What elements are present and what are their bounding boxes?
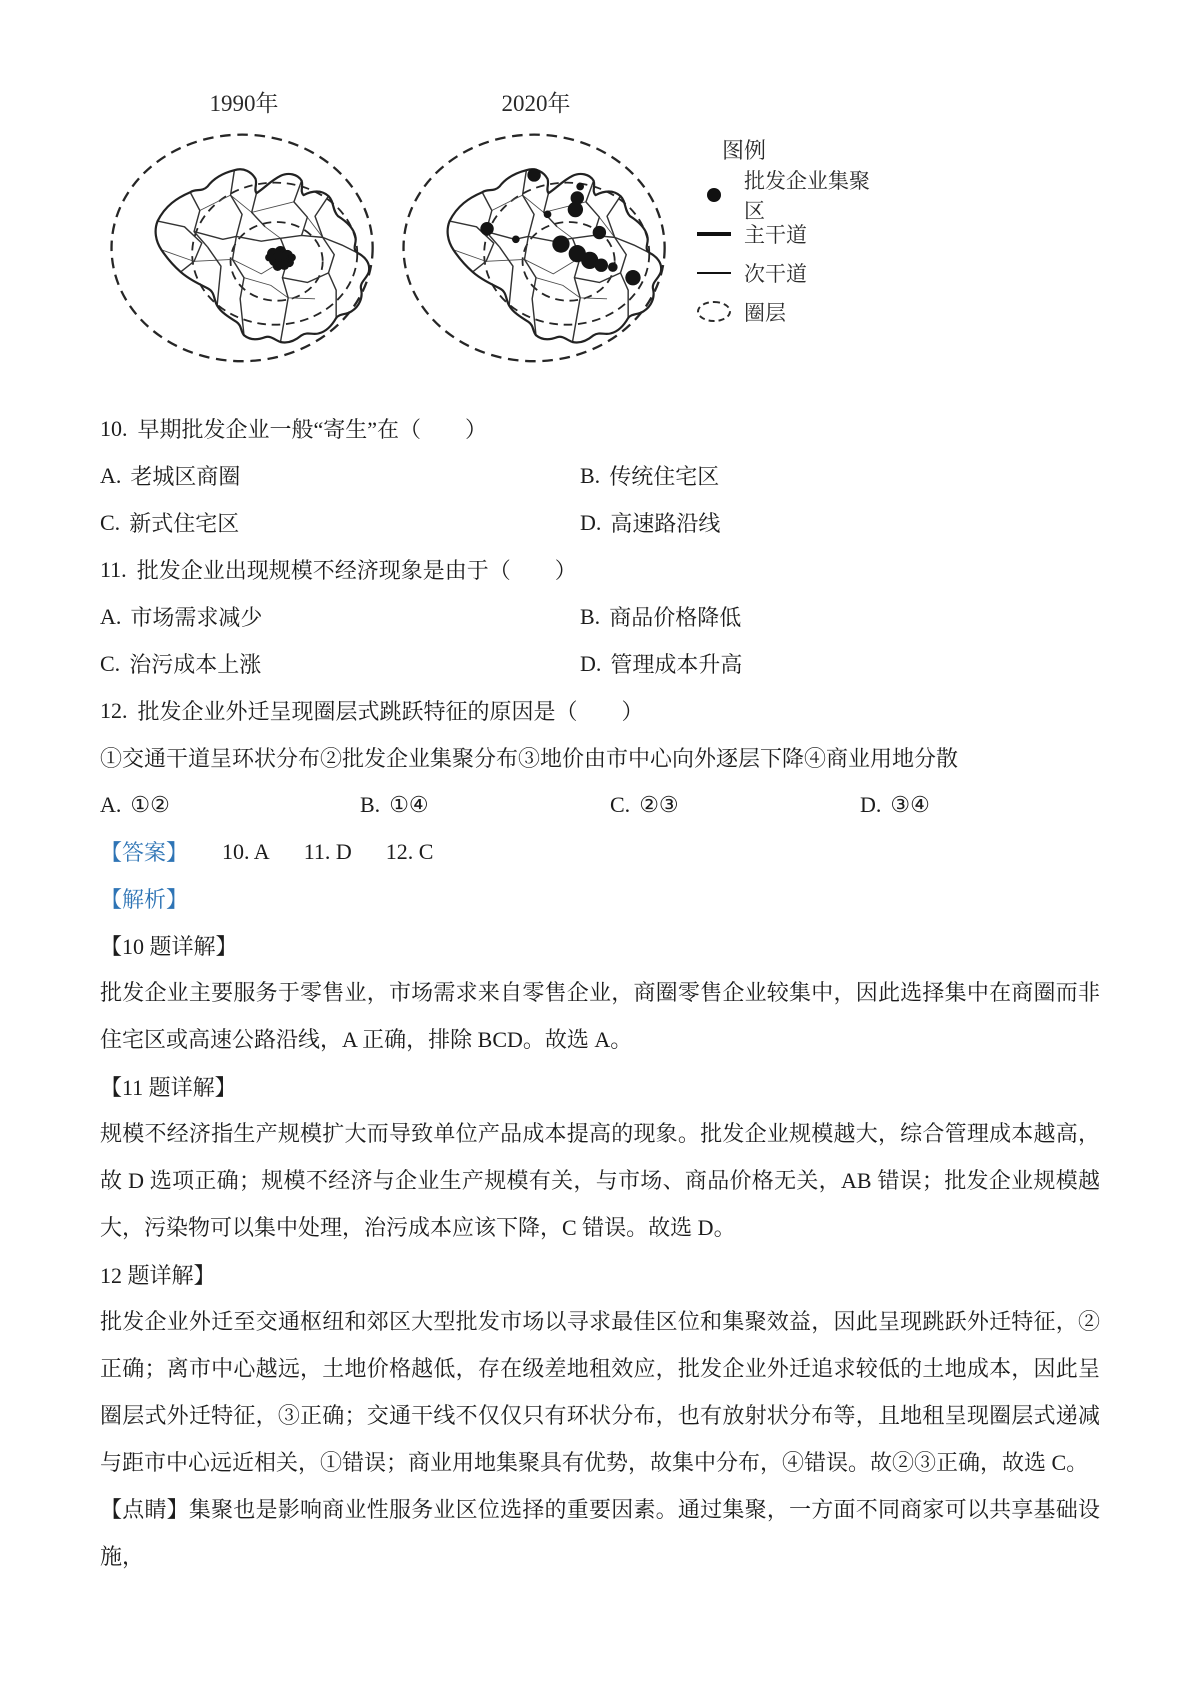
answer-line bbox=[100, 828, 1100, 875]
question-11-stem bbox=[100, 546, 1100, 593]
question-12-option-a: A. ①② bbox=[100, 791, 170, 817]
legend-item-label: 主干道 bbox=[744, 222, 807, 247]
figure-row bbox=[100, 88, 878, 368]
cluster-dot bbox=[527, 168, 540, 181]
tip-body: 集聚也是影响商业性服务业区位选择的重要因素。通过集聚，一方面不同商家可以共享基础设施， bbox=[100, 1497, 1100, 1569]
cluster-dot bbox=[608, 262, 618, 272]
question-10-option-b: B. 传统住宅区 bbox=[580, 462, 720, 489]
map-2020-svg bbox=[392, 124, 680, 368]
legend-item-label: 次干道 bbox=[744, 261, 807, 286]
cluster-dot bbox=[265, 254, 273, 262]
cluster-dot bbox=[568, 202, 583, 217]
answer-item-12: 12. C bbox=[385, 838, 434, 864]
explanation-11-heading: 【11 题详解】 bbox=[100, 1075, 237, 1100]
secondary-road-line-icon bbox=[692, 272, 736, 274]
cluster-dots-1990 bbox=[265, 246, 296, 271]
question-12-stem bbox=[100, 687, 1100, 734]
legend-item-cluster bbox=[692, 168, 878, 223]
question-10-options-ab bbox=[100, 452, 1100, 499]
cluster-dot bbox=[280, 260, 290, 270]
map-title-2020: 2020年 bbox=[501, 91, 571, 116]
question-12-choices bbox=[100, 781, 1100, 828]
answer-item-11: 11. D bbox=[303, 838, 352, 864]
explanation-11-body: 规模不经济指生产规模扩大而导致单位产品成本提高的现象。批发企业规模越大，综合管理成本越高，故 D 选项正确；规模不经济与企业生产规模有关，与市场、商品价格无关，AB 错误；批发企业规模越大，污染物可以集中处理，治污成本应该下降，C 错误。故选 D。 bbox=[100, 1121, 1100, 1240]
question-12-option-b: B. ①④ bbox=[360, 791, 429, 817]
cluster-dots-2020 bbox=[480, 168, 640, 285]
cluster-dot bbox=[576, 183, 584, 191]
question-10-text: 早期批发企业一般“寄生”在（ ） bbox=[137, 417, 488, 442]
question-12-option-c: C. ②③ bbox=[610, 791, 679, 817]
map-1990 bbox=[100, 88, 388, 368]
question-11-options-cd bbox=[100, 640, 1100, 687]
question-12-option-d: D. ③④ bbox=[860, 791, 930, 817]
question-10-stem bbox=[100, 405, 1100, 452]
cluster-dot-icon bbox=[692, 188, 736, 202]
cluster-dot bbox=[288, 254, 296, 262]
cluster-dot bbox=[512, 235, 520, 243]
cluster-dot bbox=[595, 258, 608, 271]
question-section bbox=[100, 405, 1100, 1580]
question-10-option-d: D. 高速路沿线 bbox=[580, 509, 721, 536]
question-12-subitems: ①交通干道呈环状分布②批发企业集聚分布③地价由市中心向外逐层下降④商业用地分散 bbox=[100, 746, 959, 771]
map-1990-svg bbox=[100, 124, 388, 368]
question-11-option-a: A. 市场需求减少 bbox=[100, 603, 263, 630]
cluster-dot bbox=[544, 210, 552, 218]
question-11-options-ab bbox=[100, 593, 1100, 640]
map-legend bbox=[692, 134, 878, 331]
tip-line bbox=[100, 1486, 1100, 1580]
ring-ellipse-icon bbox=[692, 301, 736, 322]
question-11-text: 批发企业出现规模不经济现象是由于（ ） bbox=[136, 558, 577, 583]
cluster-dot bbox=[480, 222, 493, 235]
cluster-dot bbox=[552, 235, 569, 252]
question-11-option-d: D. 管理成本升高 bbox=[580, 650, 743, 677]
question-12-text: 批发企业外迁呈现圈层式跳跃特征的原因是（ ） bbox=[137, 699, 644, 724]
question-11-number: 11. bbox=[100, 556, 127, 582]
legend-item-label: 批发企业集聚区 bbox=[744, 168, 870, 223]
tip-label: 【点睛】 bbox=[100, 1497, 189, 1522]
legend-title: 图例 bbox=[722, 138, 767, 163]
cluster-dot bbox=[593, 226, 606, 239]
answer-item-10: 10. A bbox=[222, 838, 270, 864]
explanation-10-heading: 【10 题详解】 bbox=[100, 934, 238, 959]
cluster-dot bbox=[625, 270, 640, 285]
legend-item-label: 圈层 bbox=[744, 300, 786, 325]
question-10-number: 10. bbox=[100, 415, 128, 441]
main-road-line-icon bbox=[692, 232, 736, 236]
question-11-option-c: C. 治污成本上涨 bbox=[100, 650, 262, 677]
question-10-option-c: C. 新式住宅区 bbox=[100, 509, 240, 536]
analysis-label-line bbox=[100, 875, 1100, 922]
legend-item-secondary-road bbox=[692, 253, 878, 292]
answer-label: 【答案】 bbox=[100, 840, 189, 865]
legend-item-ring bbox=[692, 292, 878, 331]
analysis-label: 【解析】 bbox=[100, 887, 189, 912]
explanation-10-body: 批发企业主要服务于零售业，市场需求来自零售企业，商圈零售企业较集中，因此选择集中在商圈而非住宅区或高速公路沿线，A 正确，排除 BCD。故选 A。 bbox=[100, 980, 1100, 1052]
question-12-number: 12. bbox=[100, 697, 128, 723]
explanation-12-heading: 12 题详解】 bbox=[100, 1263, 216, 1288]
cluster-dot bbox=[274, 251, 284, 261]
map-2020 bbox=[392, 88, 680, 368]
question-10-options-cd bbox=[100, 499, 1100, 546]
map-title-1990: 1990年 bbox=[209, 91, 279, 116]
question-11-option-b: B. 商品价格降低 bbox=[580, 603, 742, 630]
question-10-option-a: A. 老城区商圈 bbox=[100, 462, 241, 489]
explanation-12-body: 批发企业外迁至交通枢纽和郊区大型批发市场以寻求最佳区位和集聚效益，因此呈现跳跃外迁特征，②正确；离市中心越远，土地价格越低，存在级差地租效应，批发企业外迁追求较低的土地成本，因此呈圈层式外迁特征，③正确；交通干线不仅仅只有环状分布，也有放射状分布等，且地租呈现圈层式递减与距市中心远近相关，①错误；商业用地集聚具有优势，故集中分布，④错误。故②③正确，故选 C。 bbox=[100, 1309, 1100, 1475]
